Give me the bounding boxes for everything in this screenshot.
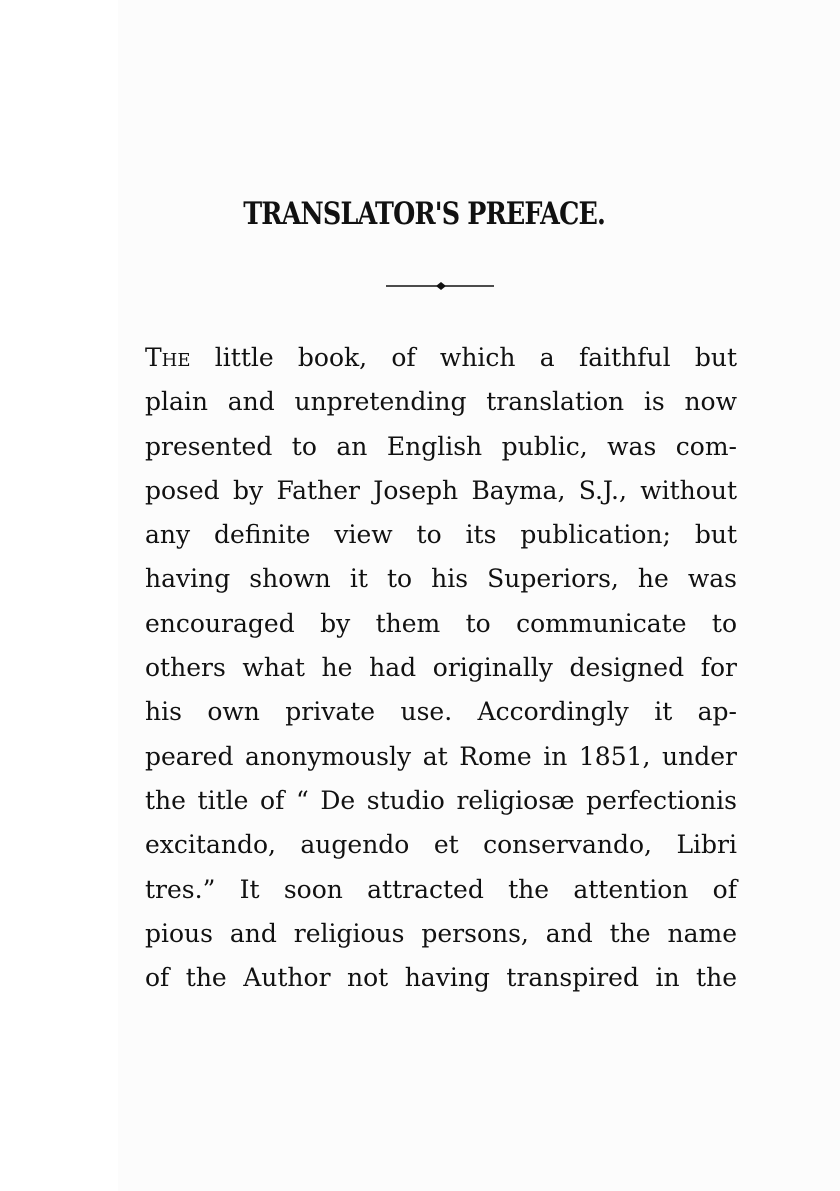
text-line: posed by Father Joseph Bayma, S.J., without: [145, 475, 737, 505]
text-line: of the Author not having transpired in the: [145, 963, 737, 993]
text-line: encouraged by them to communicate to: [145, 608, 737, 638]
text-line: excitando, augendo et conservando, Libri: [145, 830, 737, 860]
text-line: tres.” It soon attracted the attention of: [145, 874, 737, 904]
text-line: having shown it to his Superiors, he was: [145, 564, 737, 594]
text-line: others what he had originally designed for: [145, 653, 737, 683]
text-line: any definite view to its publication; but: [145, 520, 737, 550]
page-title: TRANSLATOR'S PREFACE.: [243, 196, 606, 232]
text-line: the title of “ De studio religiosæ perfectionis: [145, 785, 737, 815]
preface-paragraph: [145, 336, 737, 1000]
ornament-divider: [386, 279, 494, 293]
drop-lead-word: The: [145, 343, 191, 372]
text-line: pious and religious persons, and the name: [145, 918, 737, 948]
text-line: presented to an English public, was com-: [145, 431, 737, 461]
text-line: plain and unpretending translation is now: [145, 387, 737, 417]
text-line-content: little book, of which a faithful but: [214, 343, 737, 372]
text-line: his own private use. Accordingly it ap-: [145, 697, 737, 727]
text-line: [145, 336, 737, 380]
text-line: peared anonymously at Rome in 1851, under: [145, 741, 737, 771]
